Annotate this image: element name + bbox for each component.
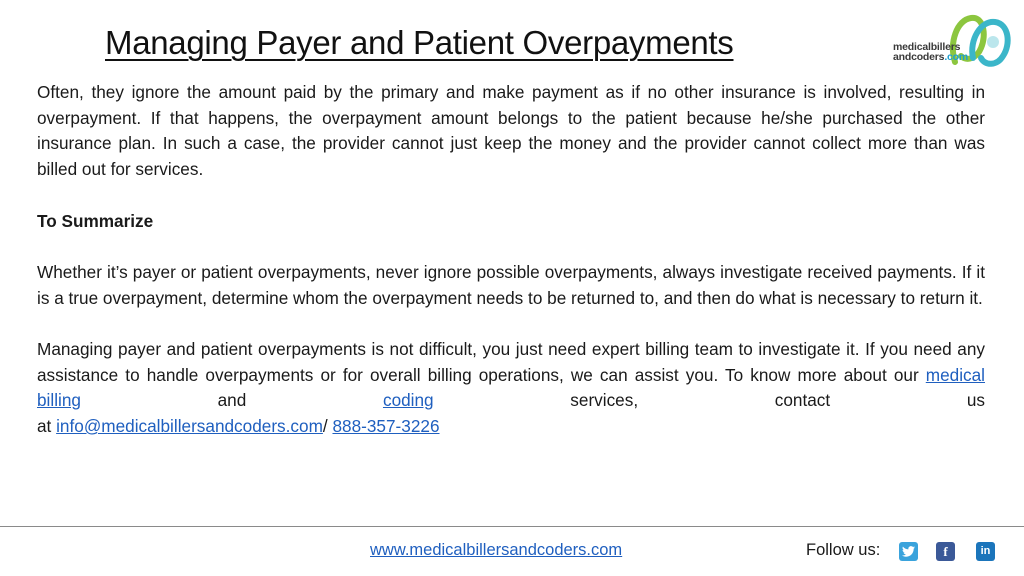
closing-services: services, contact us (433, 390, 985, 411)
section-heading: To Summarize (37, 210, 154, 231)
closing-text: Managing payer and patient overpayments is not difficult, you just need expert billing team to investigate it. If you need any assistance to handle overpayments or for overall billing operations, we can assist you. To know more about our (37, 338, 985, 385)
phone-link[interactable]: 888-357-3226 (332, 416, 440, 437)
logo-line-2: andcoders (893, 51, 945, 63)
company-logo[interactable] (893, 12, 1015, 72)
contact-line (37, 414, 985, 440)
footer-divider (0, 526, 1024, 527)
medical-billing-link[interactable]: medical billing (37, 364, 985, 411)
email-link[interactable]: info@medicalbillersandcoders.com (56, 416, 323, 437)
website-link[interactable]: www.medicalbillersandcoders.com (370, 541, 623, 559)
contact-separator: / (322, 416, 333, 437)
facebook-icon[interactable]: f (936, 542, 955, 561)
linkedin-icon[interactable]: in (976, 542, 995, 561)
paragraph-closing (37, 337, 985, 414)
content-body (37, 80, 985, 440)
paragraph-summary: Whether it’s payer or patient overpayments, never ignore possible overpayments, always investigate received payments. If it is a true overpayment, determine whom the overpayment needs to be returned to, and then do what is necessary to return it. (37, 261, 985, 308)
logo-wordmark (893, 42, 968, 62)
logo-line-1: medicalbillers (893, 41, 961, 53)
paragraph-intro: Often, they ignore the amount paid by the primary and make payment as if no other insurance is involved, resulting in overpayment. If that happens, the overpayment amount belongs to the patient because he/she purchased the other insurance plan. In such a case, the provider cannot just keep the money and the provider cannot collect more than was billed out for services. (37, 82, 985, 180)
closing-and: and (80, 390, 383, 411)
follow-us-label: Follow us: (806, 541, 881, 559)
coding-link[interactable]: coding (382, 390, 434, 411)
logo-line-2-suffix: .com (944, 51, 969, 63)
contact-at: at (37, 416, 57, 437)
page-title: Managing Payer and Patient Overpayments (105, 24, 734, 61)
twitter-icon[interactable] (899, 542, 918, 561)
